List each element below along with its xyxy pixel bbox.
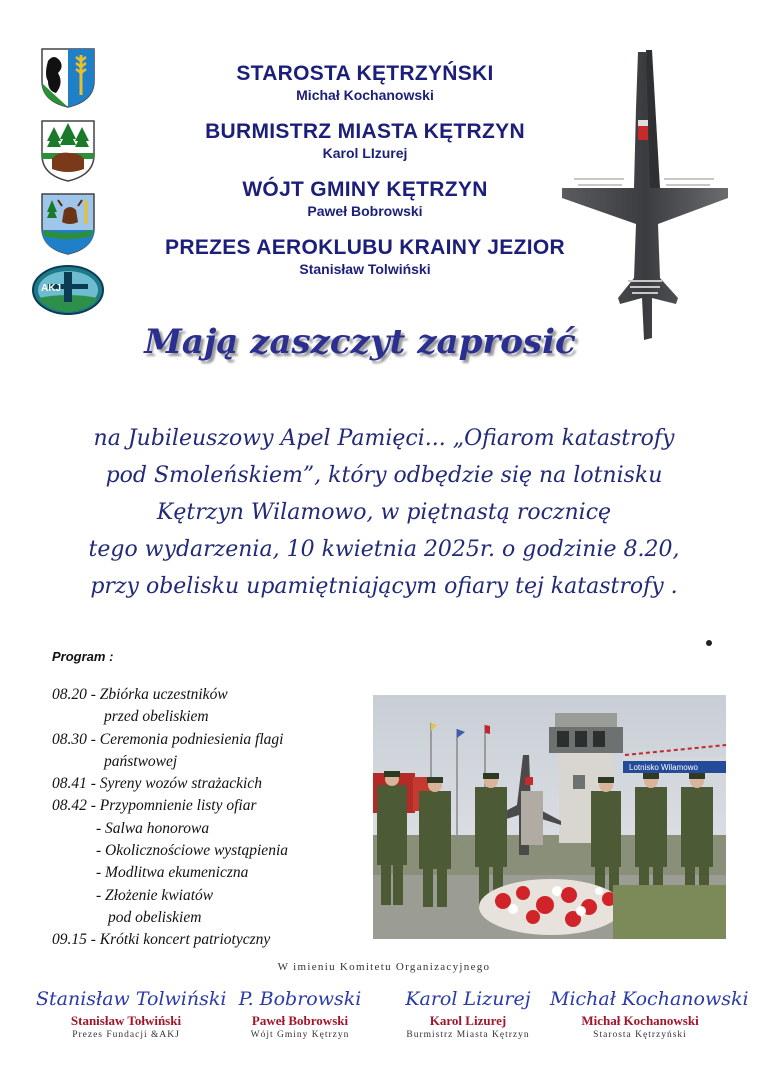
program-item: - Złożenie kwiatów <box>96 886 214 904</box>
invitation-line: Kętrzyn Wilamowo, w piętnastą rocznicę <box>156 500 612 525</box>
program-item: - Okolicznościowe wystąpienia <box>96 842 288 860</box>
program-item: - Modlitwa ekumeniczna <box>96 864 249 882</box>
header-block-burmistrz <box>120 120 610 162</box>
program-item: 08.42 - Przypomnienie listy ofiar <box>52 797 257 815</box>
airport-sign-text: Lotnisko Wilamowo <box>629 763 698 772</box>
header-block-wojt <box>120 178 610 220</box>
program-list <box>52 684 372 952</box>
ceremony-photo <box>373 695 726 939</box>
invitation-line: tego wydarzenia, 10 kwietnia 2025r. o godzinie 8.20, <box>88 537 680 562</box>
header-role: BURMISTRZ MIASTA KĘTRZYN <box>205 120 525 143</box>
signatory-title: Wójt Gminy Kętrzyn <box>250 1030 350 1040</box>
signatory-name: Michał Kochanowski <box>581 1013 699 1028</box>
gmina-crest <box>40 192 96 261</box>
signatory-title: Starosta Kętrzyński <box>593 1030 687 1040</box>
handwritten-signature: Michał Kochanowski <box>550 988 749 1010</box>
handwritten-signature: Karol Lizurej <box>405 988 531 1010</box>
signatory-name: Karol Lizurej <box>429 1013 507 1028</box>
header-role: STAROSTA KĘTRZYŃSKI <box>236 62 494 85</box>
program-item: 08.20 - Zbiórka uczestników <box>52 686 228 703</box>
header-block-prezes <box>120 236 610 278</box>
akj-logo-text: AKJ <box>41 283 62 294</box>
obelisk-aircraft-illustration <box>560 48 730 340</box>
header-role: WÓJT GMINY KĘTRZYN <box>242 178 488 201</box>
header-block-starosta <box>120 62 610 104</box>
powiat-crest <box>40 47 96 114</box>
program-item: 08.30 - Ceremonia podniesienia flagi <box>52 730 284 748</box>
program-item: - Salwa honorowa <box>96 819 210 837</box>
signatory-title: Prezes Fundacji &AKJ <box>72 1030 180 1040</box>
header-person: Paweł Bobrowski <box>307 203 423 219</box>
signatory-title: Burmistrz Miasta Kętrzyn <box>406 1030 530 1040</box>
header-person: Michał Kochanowski <box>296 87 434 103</box>
akj-logo <box>30 264 106 321</box>
signature-tolwinski <box>36 985 227 1042</box>
invitation-line: na Jubileuszowy Apel Pamięci... „Ofiarom katastrofy <box>93 426 675 451</box>
handwritten-signature: Stanisław Tolwiński <box>36 988 227 1010</box>
invite-title: Mają zaszczyt zaprosić <box>144 322 576 362</box>
program-item: państwowej <box>104 752 178 770</box>
organizer-line: W imieniu Komitetu Organizacyjnego <box>277 961 491 973</box>
header-person: Karol LIzurej <box>322 145 408 161</box>
invitation-line: pod Smoleńskiem”, który odbędzie się na lotnisku <box>105 463 663 488</box>
signatory-name: Paweł Bobrowski <box>251 1013 349 1028</box>
program-title: Program : <box>52 649 114 664</box>
signature-lizurej <box>378 985 558 1042</box>
header-person: Stanisław Tolwiński <box>299 261 431 277</box>
signature-bobrowski <box>210 985 390 1042</box>
header-role: PREZES AEROKLUBU KRAINY JEZIOR <box>165 236 565 259</box>
ketrzyn-city-crest <box>40 119 96 188</box>
program-item: 09.15 - Krótki koncert patriotyczny <box>52 931 271 949</box>
program-item: przed obeliskiem <box>104 708 209 726</box>
program-item: pod obeliskiem <box>108 908 202 926</box>
invitation-line: przy obelisku upamiętniającym ofiary tej katastrofy . <box>90 574 678 599</box>
signature-kochanowski <box>550 985 749 1042</box>
invitation-text <box>30 420 738 605</box>
program-item: 08.41 - Syreny wozów strażackich <box>52 775 262 793</box>
signatory-name: Stanisław Tołwiński <box>70 1013 182 1028</box>
handwritten-signature: P. Bobrowski <box>238 988 362 1010</box>
decorative-dot <box>706 640 712 646</box>
